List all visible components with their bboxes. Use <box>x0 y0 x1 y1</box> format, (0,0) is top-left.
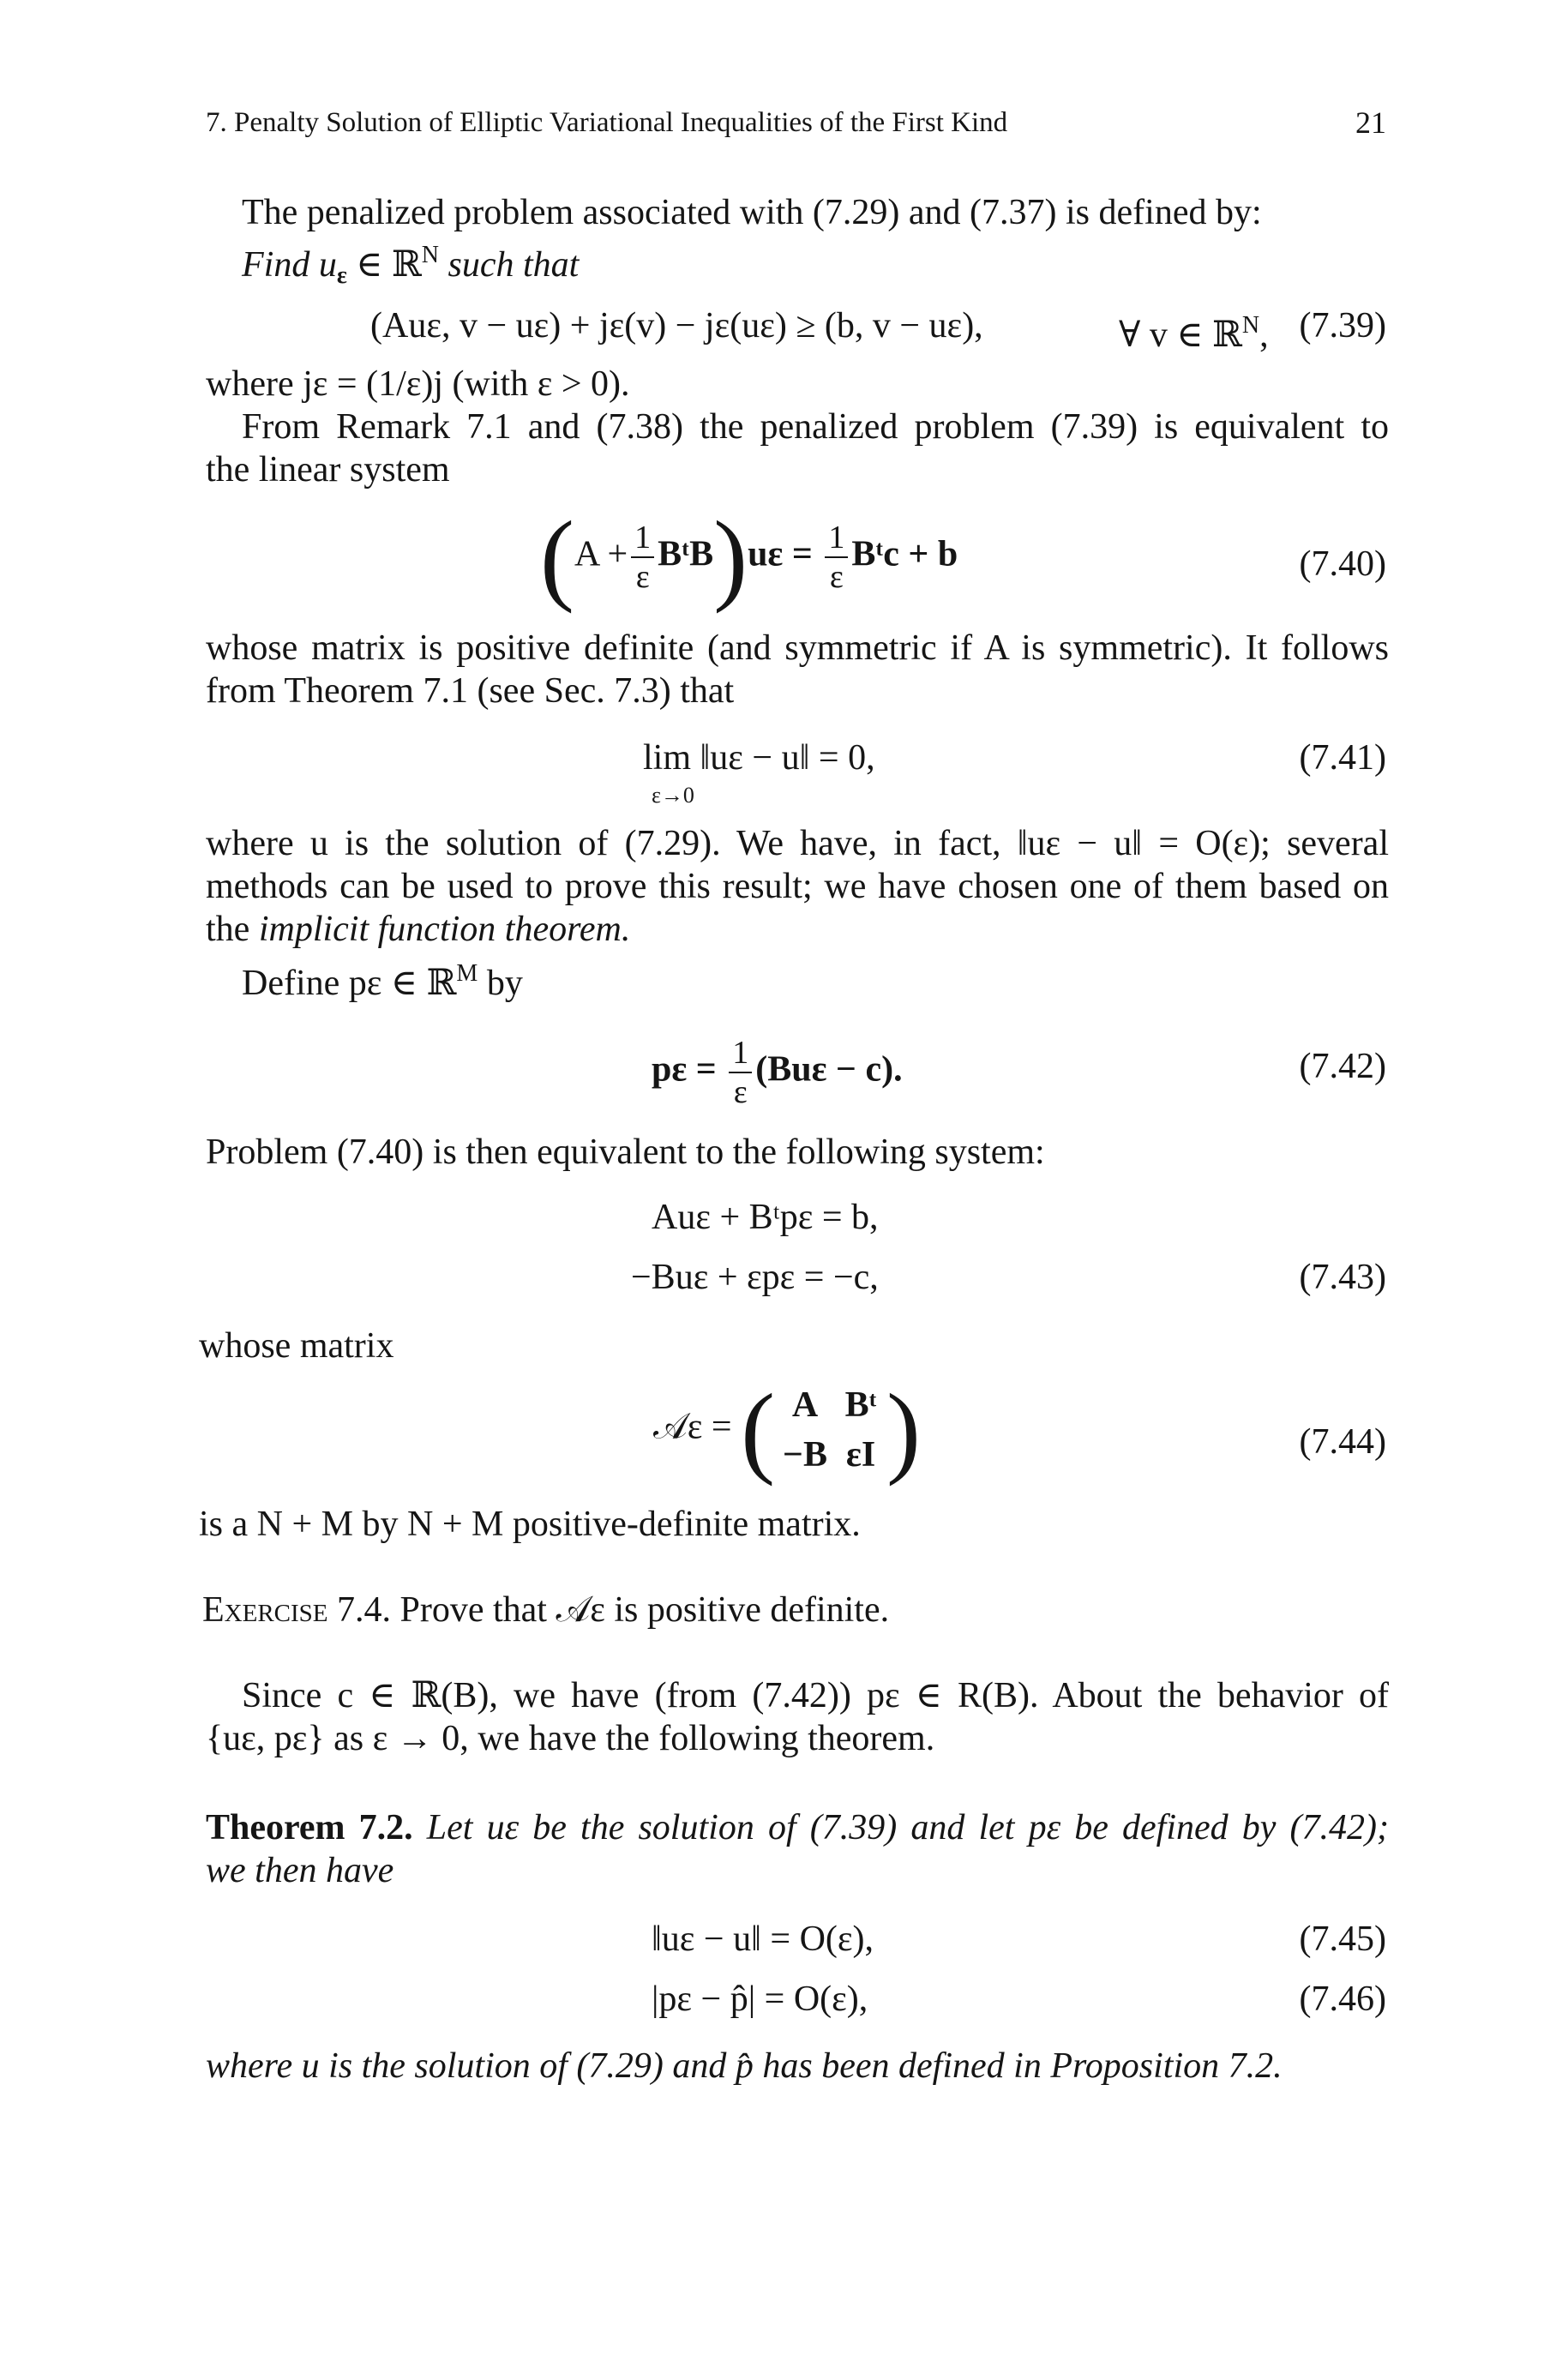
para-find-line <box>242 233 1389 298</box>
matrix-left-paren: ( <box>741 1373 776 1487</box>
theorem-label: Theorem 7.2. <box>206 1808 413 1847</box>
eq-number-7-42: (7.42) <box>1299 1047 1386 1086</box>
frac2-den: ε <box>829 559 844 595</box>
matrix-block <box>775 1380 886 1480</box>
find-set: ∈ ℝ <box>356 245 422 285</box>
eq742-rhs: (Buε − c). <box>755 1049 903 1090</box>
matrix-a12: Bᵗ <box>844 1385 877 1425</box>
eq-number-7-46: (7.46) <box>1299 1979 1386 2019</box>
fraction-1-eps <box>631 519 654 596</box>
theorem-7-2-line1 <box>206 1805 1389 1850</box>
eq-7-44 <box>653 1373 921 1499</box>
running-header: 7. Penalty Solution of Elliptic Variational Inequalities of the First Kind <box>206 107 1008 138</box>
frac3-den: ε <box>733 1074 748 1110</box>
eq742-p-eps: pε = <box>652 1049 717 1090</box>
define-text: Define pε ∈ ℝ <box>242 964 457 1003</box>
eq740-rhs: Bᵗc + b <box>851 534 958 574</box>
para-remark-line1: From Remark 7.1 and (7.38) the penalized problem (7.39) is equivalent to <box>242 407 1389 447</box>
eq-7-43-line1: Auε + Bᵗpε = b, <box>652 1198 879 1237</box>
theorem-conclusion: where u is the solution of (7.29) and p̂ has been defined in Proposition 7.2. <box>206 2046 1283 2086</box>
frac-den: ε <box>635 559 650 595</box>
eq-7-42 <box>652 1034 903 1111</box>
eq-7-39: (Auε, v − uε) + jε(v) − jε(uε) ≥ (b, v − uε), <box>370 306 983 345</box>
para-equivalent-system: Problem (7.40) is then equivalent to the following system: <box>206 1132 1045 1172</box>
eq-7-46: |pε − p̂| = O(ε), <box>652 1979 868 2019</box>
eq-7-41: lim ‖uε − u‖ = 0, <box>643 738 875 778</box>
eq-number-7-44: (7.44) <box>1299 1422 1386 1462</box>
theorem-7-2-line2: we then have <box>206 1851 394 1890</box>
eq-number-7-45: (7.45) <box>1299 1919 1386 1959</box>
find-sup: N <box>421 242 440 268</box>
eq740-BtB: BᵗB <box>658 534 714 574</box>
eq-7-39-forall: ∀ v ∈ ℝ$^N$, <box>1119 312 1269 355</box>
matrix-a22: εI <box>845 1435 876 1475</box>
define-sup: M <box>456 960 478 987</box>
frac2-num: 1 <box>825 519 848 558</box>
matrix-a21: −B <box>783 1435 827 1475</box>
forall-text: ∀ v ∈ ℝ <box>1119 315 1242 355</box>
fraction-1-eps-3 <box>729 1034 752 1111</box>
left-paren: ( <box>540 500 574 614</box>
page-number: 21 <box>1355 105 1386 140</box>
para-matrix-size: is a N + M by N + M positive-definite matrix. <box>199 1505 861 1544</box>
eq740-A-plus: A + <box>574 534 628 574</box>
right-paren: ) <box>713 500 748 614</box>
para-since-c-line2: {uε, pε} as ε → 0, we have the following theorem. <box>206 1719 935 1758</box>
eq-number-7-43: (7.43) <box>1299 1258 1386 1297</box>
find-text: Find u <box>242 245 337 285</box>
theorem-text: Let uε be the solution of (7.39) and let pε be defined by (7.42); <box>412 1808 1389 1847</box>
frac-num: 1 <box>631 519 654 558</box>
eq744-lhs: 𝒜ε = <box>653 1407 732 1447</box>
eq-7-41-limit-sub: ε→0 <box>652 783 694 808</box>
eq-7-43-line2: −Buε + εpε = −c, <box>631 1258 879 1297</box>
find-rest: such that <box>439 245 580 285</box>
para-posdef-line1: whose matrix is positive definite (and symmetric if A is symmetric). It follows <box>206 628 1389 668</box>
exercise-label: Exercise <box>202 1590 328 1630</box>
exercise-7-4 <box>202 1588 1385 1632</box>
para-solution-line2: methods can be used to prove this result; we have chosen one of them based on <box>206 867 1389 906</box>
eq-number-7-40: (7.40) <box>1299 544 1386 584</box>
para-posdef-line2: from Theorem 7.1 (see Sec. 7.3) that <box>206 671 735 711</box>
solution-the: the <box>206 910 259 949</box>
eq-number-7-39: (7.39) <box>1299 306 1386 345</box>
define-by: by <box>478 964 523 1003</box>
eq-number-7-41: (7.41) <box>1299 738 1386 778</box>
forall-sup: N <box>1241 312 1260 339</box>
para-solution-line3 <box>206 907 1389 952</box>
fraction-1-eps-2 <box>825 519 848 596</box>
eq-7-45: ‖uε − u‖ = O(ε), <box>652 1919 874 1959</box>
frac3-num: 1 <box>729 1034 752 1073</box>
para-whose-matrix: whose matrix <box>199 1326 394 1366</box>
para-remark-line2: the linear system <box>206 450 450 490</box>
matrix-right-paren: ) <box>886 1373 921 1487</box>
exercise-text: 7.4. Prove that 𝒜ε is positive definite. <box>327 1590 890 1630</box>
find-sub: ε <box>336 262 347 289</box>
matrix-a11: A <box>791 1385 819 1425</box>
eq740-u-eps: uε = <box>748 534 813 574</box>
para-where-j: where jε = (1/ε)j (with ε > 0). <box>206 364 630 404</box>
para-since-c-line1: Since c ∈ ℝ(B), we have (from (7.42)) pε ∈ R(B). About the behavior of <box>242 1676 1389 1715</box>
para-penalized-intro: The penalized problem associated with (7.29) and (7.37) is defined by: <box>242 193 1262 232</box>
para-solution-line1: where u is the solution of (7.29). We have, in fact, ‖uε − u‖ = O(ε); several <box>206 824 1389 863</box>
eq-7-40 <box>540 500 958 617</box>
para-define-p <box>242 952 1389 1006</box>
implicit-function-theorem: implicit function theorem. <box>258 910 631 949</box>
